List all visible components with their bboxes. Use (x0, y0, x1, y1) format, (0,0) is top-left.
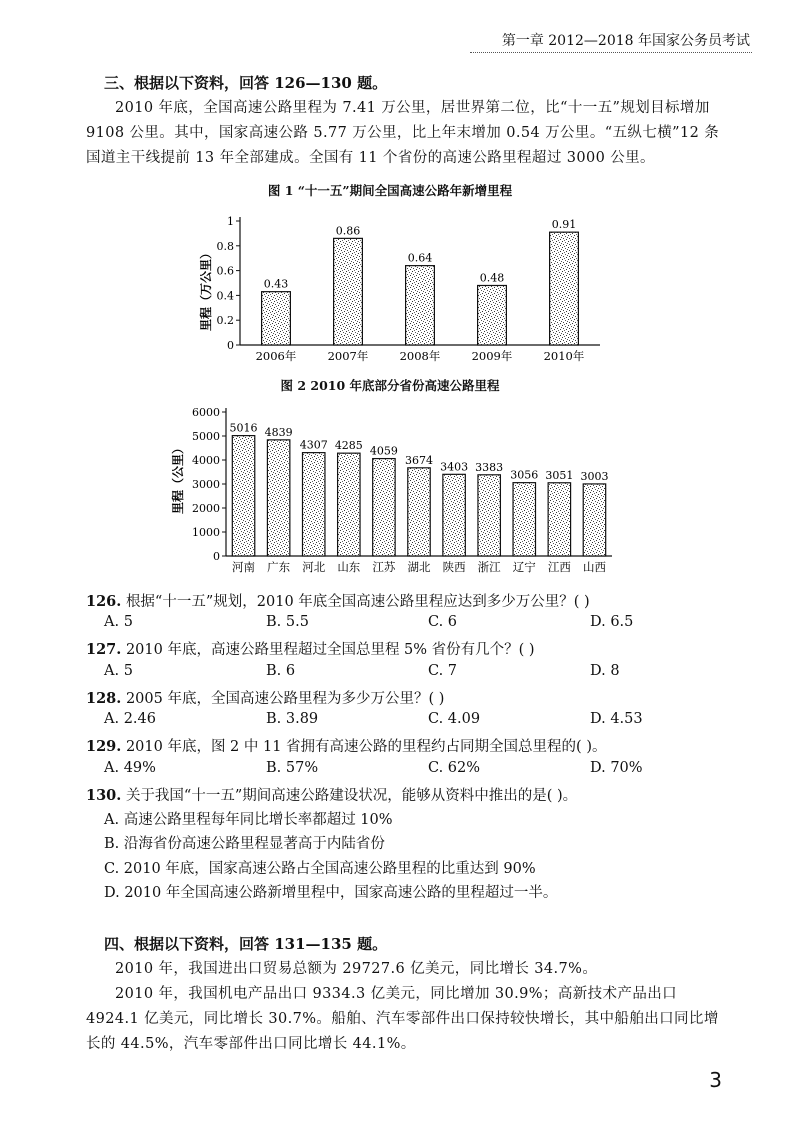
question-128-options (104, 711, 664, 733)
x-tick-label: 2009年 (471, 349, 513, 363)
x-tick-label: 2010年 (543, 349, 585, 363)
bar (373, 459, 395, 556)
figure-2-chart (160, 398, 630, 584)
x-tick-label: 河南 (232, 560, 256, 574)
data-label: 4285 (334, 439, 363, 453)
question-number: 127. (86, 641, 122, 658)
data-label: 5016 (229, 421, 258, 435)
data-label: 4839 (264, 425, 293, 439)
option-d[interactable]: D. 6.5 (590, 614, 634, 630)
figure-1-chart (190, 205, 610, 373)
option-a[interactable]: A. 5 (104, 663, 133, 679)
data-label: 0.91 (551, 218, 577, 232)
bar (334, 238, 363, 345)
option-d[interactable]: D. 70% (590, 760, 643, 776)
data-label: 3056 (510, 468, 539, 482)
bar (513, 483, 535, 556)
figure-2-title: 图 2 2010 年底部分省份高速公路里程 (280, 378, 500, 393)
x-tick-label: 湖北 (407, 560, 431, 574)
question-127 (86, 638, 535, 659)
section-4-paragraph-2: 2010 年，我国机电产品出口 9334.3 亿美元，同比增加 30.9%；高新技术产品出口 4924.1 亿美元，同比增长 30.7%。船舶、汽车零部件出口保持较快增长，其中船舶出口同比增长的 44.5%，汽车零部件出口同比增长 44.1%。 (86, 986, 719, 1052)
option-c[interactable]: C. 62% (428, 760, 481, 776)
section-4-paragraph-1: 2010 年，我国进出口贸易总额为 29727.6 亿美元，同比增长 34.7%。 (115, 961, 598, 977)
data-label: 0.43 (263, 277, 289, 291)
x-tick-label: 辽宁 (512, 560, 536, 574)
question-126-options (104, 614, 664, 636)
y-tick-label: 6000 (192, 406, 220, 419)
option-b[interactable]: B. 5.5 (266, 614, 309, 630)
section-4-title: 四、根据以下资料，回答 131—135 题。 (104, 935, 388, 953)
bar (548, 483, 570, 556)
figure-2-ylabel: 里程（公里） (171, 441, 185, 515)
bar (478, 475, 500, 556)
figure-1-title: 图 1 “十一五”期间全国高速公路年新增里程 (267, 183, 513, 198)
option-c[interactable]: C. 4.09 (428, 711, 481, 727)
option-b[interactable]: B. 6 (266, 663, 296, 679)
option-b[interactable]: B. 3.89 (266, 711, 319, 727)
data-label: 3403 (440, 460, 469, 474)
bar (583, 484, 605, 556)
x-tick-label: 山西 (582, 560, 606, 574)
y-tick-label: 0 (213, 550, 220, 563)
y-tick-label: 4000 (192, 454, 220, 467)
x-tick-label: 陕西 (442, 560, 466, 574)
y-tick-label: 0.8 (216, 239, 234, 253)
option-d[interactable]: D. 8 (590, 663, 620, 679)
x-tick-label: 河北 (302, 560, 326, 574)
y-tick-label: 0.6 (216, 264, 234, 278)
y-tick-label: 1 (227, 215, 234, 228)
option-b[interactable]: B. 57% (266, 760, 319, 776)
question-128 (86, 687, 444, 708)
y-tick-label: 5000 (192, 430, 220, 443)
x-tick-label: 江苏 (372, 560, 396, 574)
question-text: 关于我国“十一五”期间高速公路建设状况，能够从资料中推出的是( )。 (125, 788, 578, 804)
option-a[interactable]: A. 49% (104, 760, 156, 776)
y-tick-label: 0.4 (216, 289, 234, 303)
x-tick-label: 江西 (547, 560, 571, 574)
x-tick-label: 2006年 (255, 349, 297, 363)
section-3-paragraph (86, 96, 726, 171)
y-tick-label: 1000 (192, 526, 220, 539)
header-rule (470, 52, 752, 53)
section-4-paragraphs (86, 957, 726, 1057)
x-tick-label: 广东 (267, 560, 291, 574)
bar (408, 468, 430, 556)
x-tick-label: 山东 (337, 560, 361, 574)
option-c[interactable]: C. 2010 年底，国家高速公路占全国高速公路里程的比重达到 90% (104, 861, 536, 877)
option-a[interactable]: A. 高速公路里程每年同比增长率都超过 10% (104, 812, 393, 828)
data-label: 4059 (369, 444, 398, 458)
bar (478, 285, 507, 345)
y-tick-label: 0.2 (216, 314, 234, 328)
section-3-title: 三、根据以下资料，回答 126—130 题。 (104, 74, 388, 92)
data-label: 0.48 (479, 271, 505, 285)
option-d[interactable]: D. 2010 年全国高速公路新增里程中，国家高速公路的里程超过一半。 (104, 885, 558, 901)
data-label: 0.64 (407, 251, 433, 265)
y-tick-label: 0 (227, 339, 234, 352)
bar (406, 266, 435, 345)
x-tick-label: 2008年 (399, 349, 441, 363)
question-text: 根据“十一五”规划，2010 年底全国高速公路里程应达到多少万公里？( ) (125, 594, 590, 610)
bar (550, 232, 579, 345)
data-label: 3674 (405, 453, 433, 467)
data-label: 3051 (545, 468, 574, 482)
question-127-options (104, 663, 664, 685)
bar (443, 474, 465, 556)
question-number: 126. (86, 593, 122, 610)
option-c[interactable]: C. 7 (428, 663, 458, 679)
bar (267, 440, 289, 556)
bar (302, 453, 324, 556)
data-label: 3003 (580, 469, 609, 483)
bar (262, 292, 291, 345)
question-number: 129. (86, 738, 122, 755)
x-tick-label: 浙江 (477, 560, 501, 574)
figure-1-ylabel: 里程（万公里） (199, 246, 213, 332)
y-tick-label: 3000 (192, 478, 220, 491)
question-text: 2010 年底，图 2 中 11 省拥有高速公路的里程约占同期全国总里程的( )。 (125, 739, 607, 755)
question-text: 2010 年底，高速公路里程超过全国总里程 5% 省份有几个？( ) (125, 642, 535, 658)
section-3-text: 2010 年底，全国高速公路里程为 7.41 万公里，居世界第二位，比“十一五”规划目标增加 9108 公里。其中，国家高速公路 5.77 万公里，比上年末增加 0.54 万公里。“五纵七横”12 条国道主干线提前 13 年全部建成。全国有 11 个省份的高速公路里程超过 3000 公里。 (86, 100, 720, 166)
question-number: 130. (86, 787, 122, 804)
bar (338, 453, 360, 556)
option-a[interactable]: A. 5 (104, 614, 133, 630)
option-c[interactable]: C. 6 (428, 614, 458, 630)
bar (232, 436, 254, 556)
question-129 (86, 735, 606, 756)
question-129-options (104, 760, 664, 782)
option-a[interactable]: A. 2.46 (104, 711, 156, 727)
question-126 (86, 590, 590, 611)
question-number: 128. (86, 690, 122, 707)
question-text: 2005 年底，全国高速公路里程为多少万公里？( ) (125, 691, 445, 707)
data-label: 4307 (299, 438, 328, 452)
data-label: 3383 (475, 460, 504, 474)
option-b[interactable]: B. 沿海省份高速公路里程显著高于内陆省份 (104, 836, 385, 852)
y-tick-label: 2000 (192, 502, 220, 515)
running-header: 第一章 2012—2018 年国家公务员考试 (501, 33, 750, 49)
page-number: 3 (709, 1068, 722, 1092)
option-d[interactable]: D. 4.53 (590, 711, 643, 727)
data-label: 0.86 (335, 224, 361, 238)
question-130 (86, 784, 577, 805)
x-tick-label: 2007年 (327, 349, 369, 363)
